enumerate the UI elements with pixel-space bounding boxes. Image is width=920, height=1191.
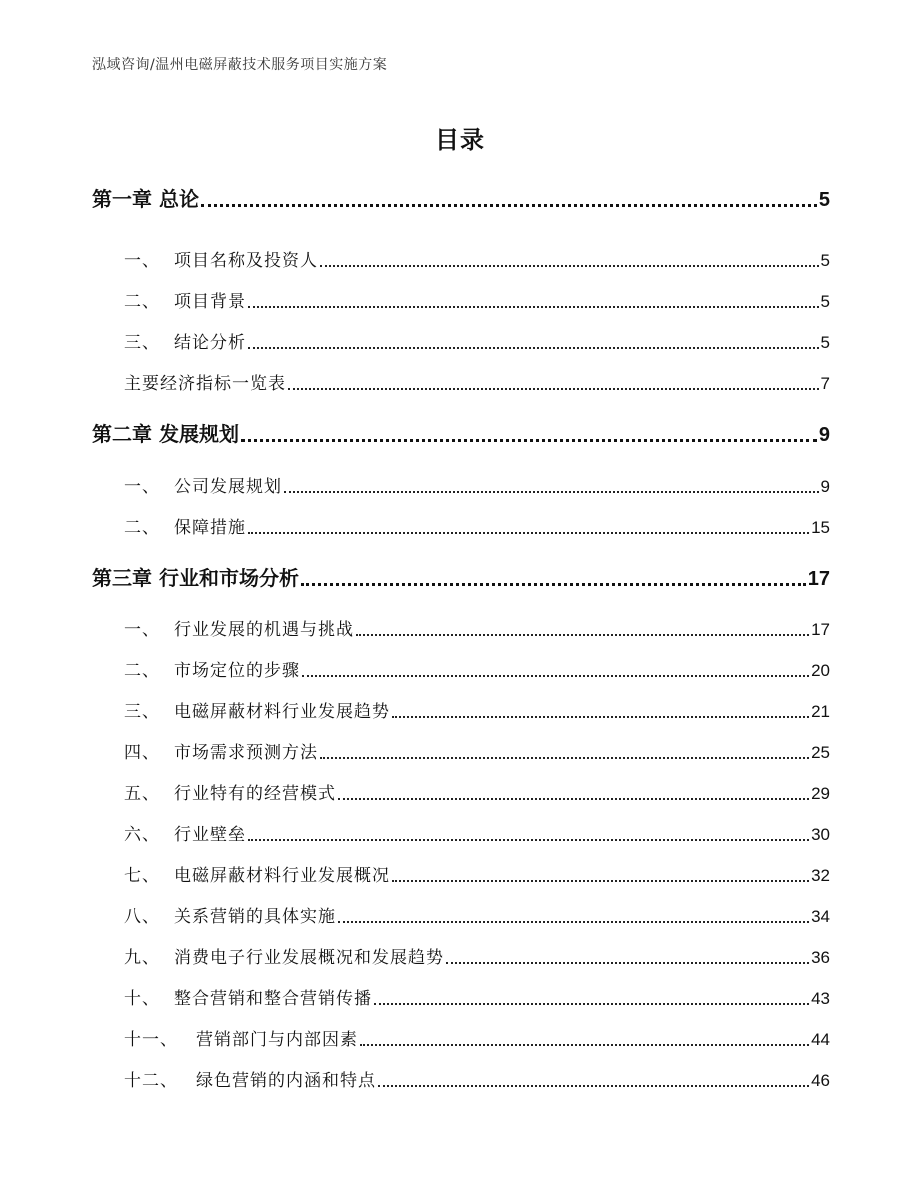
dot-leader	[248, 306, 819, 308]
toc-section-label: 结论分析	[174, 333, 246, 353]
toc-section-3-8[interactable]	[92, 902, 830, 927]
toc-section-3-9[interactable]	[92, 943, 830, 968]
running-header: 泓域咨询/温州电磁屏蔽技术服务项目实施方案	[92, 57, 388, 73]
toc-title: 目录	[435, 126, 485, 154]
toc-page-number: 29	[811, 784, 830, 803]
toc-section-3-11[interactable]	[92, 1025, 830, 1050]
dot-leader	[338, 921, 809, 923]
toc-section-label: 电磁屏蔽材料行业发展趋势	[174, 702, 390, 722]
toc-section-number: 五、	[124, 784, 160, 804]
dot-leader	[248, 347, 819, 349]
toc-section-3-4[interactable]	[92, 738, 830, 763]
toc-section-number: 二、	[124, 661, 160, 681]
toc-page-number: 43	[811, 989, 830, 1008]
toc-page-number: 5	[818, 189, 830, 211]
toc-section-label: 公司发展规划	[174, 477, 282, 497]
toc-section-label: 行业特有的经营模式	[174, 784, 336, 804]
dot-leader	[360, 1044, 809, 1046]
dot-leader	[301, 583, 806, 586]
dot-leader	[201, 204, 817, 207]
toc-chapter-label: 第二章 发展规划	[92, 422, 239, 446]
toc-page-number: 15	[811, 518, 830, 537]
toc-section-3-1[interactable]	[92, 615, 830, 640]
toc-section-label: 主要经济指标一览表	[124, 374, 286, 394]
toc-section-number: 一、	[124, 620, 160, 640]
toc-section-3-2[interactable]	[92, 656, 830, 681]
toc-section-3-12[interactable]	[92, 1066, 830, 1091]
toc-section-number: 九、	[124, 948, 160, 968]
toc-section-2-2[interactable]	[92, 513, 830, 538]
toc-section-number: 八、	[124, 907, 160, 927]
toc-chapter-label: 第三章 行业和市场分析	[92, 566, 299, 590]
dot-leader	[288, 388, 819, 390]
toc-section-number: 三、	[124, 702, 160, 722]
toc-page-number: 17	[811, 620, 830, 639]
toc-section-3-3[interactable]	[92, 697, 830, 722]
toc-page-number: 20	[811, 661, 830, 680]
dot-leader	[320, 757, 809, 759]
toc-page-number: 17	[807, 568, 830, 590]
toc-page-number: 5	[820, 292, 830, 311]
toc-section-label: 绿色营销的内涵和特点	[196, 1071, 376, 1091]
toc-section-label: 行业发展的机遇与挑战	[174, 620, 354, 640]
toc-page-number: 9	[818, 424, 830, 446]
toc-page-number: 30	[811, 825, 830, 844]
toc-section-number: 四、	[124, 743, 160, 763]
toc-section-label: 营销部门与内部因素	[196, 1030, 358, 1050]
toc-page-number: 44	[811, 1030, 830, 1049]
toc-section-label: 整合营销和整合营销传播	[174, 989, 372, 1009]
toc-section-3-5[interactable]	[92, 779, 830, 804]
dot-leader	[284, 491, 819, 493]
toc-section-number: 一、	[124, 477, 160, 497]
dot-leader	[302, 675, 809, 677]
toc-section-label: 保障措施	[174, 518, 246, 538]
dot-leader	[248, 839, 809, 841]
toc-section-1-table[interactable]	[92, 369, 830, 394]
toc-section-number: 一、	[124, 251, 160, 271]
toc-section-1-3[interactable]	[92, 328, 830, 353]
dot-leader	[320, 265, 819, 267]
toc-section-label: 电磁屏蔽材料行业发展概况	[174, 866, 390, 886]
toc-page-number: 32	[811, 866, 830, 885]
toc-section-number: 二、	[124, 518, 160, 538]
dot-leader	[392, 880, 809, 882]
dot-leader	[374, 1003, 809, 1005]
toc-chapter-3[interactable]	[92, 562, 830, 591]
dot-leader	[248, 532, 809, 534]
toc-section-number: 十、	[124, 989, 160, 1009]
toc-chapter-2[interactable]	[92, 418, 830, 447]
dot-leader	[446, 962, 809, 964]
toc-page-number: 5	[820, 251, 830, 270]
toc-section-label: 项目背景	[174, 292, 246, 312]
toc-section-1-1[interactable]	[92, 246, 830, 271]
toc-section-label: 关系营销的具体实施	[174, 907, 336, 927]
toc-section-number: 十二、	[124, 1071, 178, 1091]
toc-section-number: 六、	[124, 825, 160, 845]
toc-section-3-7[interactable]	[92, 861, 830, 886]
dot-leader	[338, 798, 809, 800]
toc-page-number: 34	[811, 907, 830, 926]
dot-leader	[392, 716, 809, 718]
toc-page-number: 9	[820, 477, 830, 496]
toc-section-number: 十一、	[124, 1030, 178, 1050]
toc-section-label: 市场需求预测方法	[174, 743, 318, 763]
toc-section-label: 市场定位的步骤	[174, 661, 300, 681]
toc-section-1-2[interactable]	[92, 287, 830, 312]
toc-section-label: 行业壁垒	[174, 825, 246, 845]
toc-page-number: 46	[811, 1071, 830, 1090]
dot-leader	[378, 1085, 809, 1087]
dot-leader	[356, 634, 809, 636]
toc-chapter-1[interactable]	[92, 183, 830, 212]
toc-section-label: 消费电子行业发展概况和发展趋势	[174, 948, 444, 968]
dot-leader	[241, 439, 817, 442]
toc-page-number: 21	[811, 702, 830, 721]
toc-section-number: 二、	[124, 292, 160, 312]
toc-page-number: 25	[811, 743, 830, 762]
toc-section-3-6[interactable]	[92, 820, 830, 845]
toc-section-number: 三、	[124, 333, 160, 353]
toc-section-number: 七、	[124, 866, 160, 886]
toc-section-2-1[interactable]	[92, 472, 830, 497]
toc-section-label: 项目名称及投资人	[174, 251, 318, 271]
toc-page-number: 7	[820, 374, 830, 393]
toc-page-number: 36	[811, 948, 830, 967]
toc-section-3-10[interactable]	[92, 984, 830, 1009]
toc-chapter-label: 第一章 总论	[92, 187, 199, 211]
toc-page-number: 5	[820, 333, 830, 352]
